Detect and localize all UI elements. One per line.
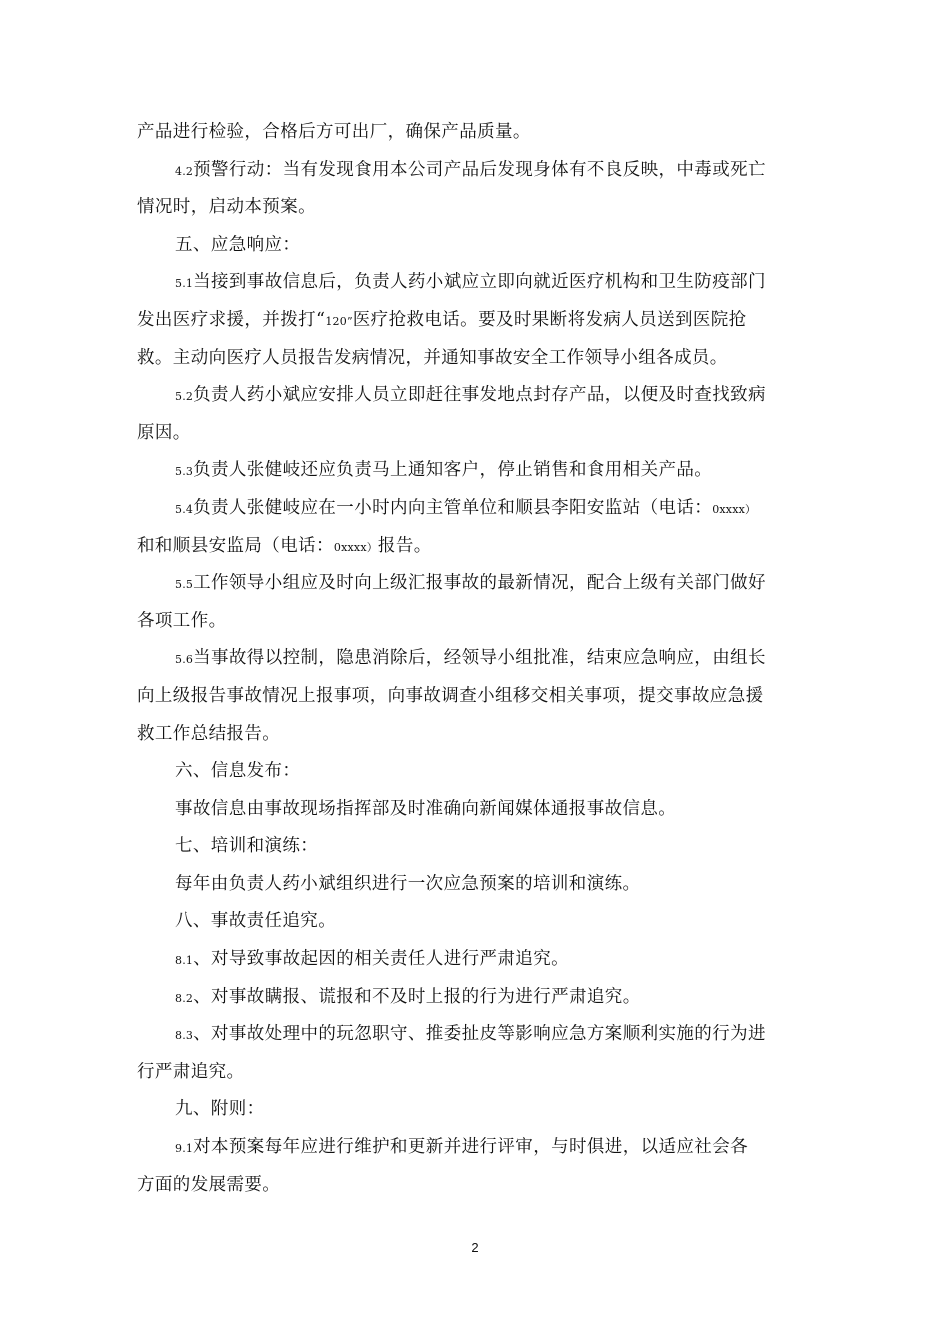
line-text: 产品进行检验，合格后方可出厂，确保产品质量。 [137,122,531,142]
clause-number: 8.3 [175,1029,194,1043]
text-line [137,264,819,302]
text-line [137,302,819,340]
inline-number: 0xxxx） [333,540,378,554]
line-text: 、对导致事故起因的相关责任人进行严肃追究。 [193,949,569,970]
clause-number: 5.5 [175,578,194,592]
line-text: 八、事故责任追究。 [175,911,337,932]
line-text-suffix: 报告。 [377,535,432,556]
text-line [137,866,819,904]
text-line [137,415,819,453]
clause-number: 5.1 [175,277,194,291]
text-line [137,152,819,190]
line-text-suffix: 医疗抢救电话。要及时果断将发病人员送到医院抢 [352,309,747,330]
inline-number: 120” [325,314,353,328]
text-line [137,603,819,641]
line-text: 负责人张健岐应在一小时内向主管单位和顺县李阳安监站（电话： [193,497,713,518]
text-line [137,377,819,415]
line-text: 发出医疗求援，并拨打“ [137,309,326,330]
line-text: 负责人张健岐还应负责马上通知客户，停止销售和食用相关产品。 [193,460,713,481]
line-text: 、对事故瞒报、谎报和不及时上报的行为进行严肃追究。 [193,986,641,1007]
text-line [137,1167,819,1205]
text-line [137,716,819,754]
text-line [137,1091,819,1129]
line-text: 、对事故处理中的玩忽职守、推委扯皮等影响应急方案顺利实施的行为进 [193,1024,766,1045]
text-line [137,1016,819,1054]
line-text: 对本预案每年应进行维护和更新并进行评审，与时俱进，以适应社会各 [193,1137,748,1158]
clause-number: 5.2 [175,390,194,404]
text-line [137,791,819,829]
inline-number: 0xxxx） [712,502,757,516]
text-line [137,490,819,528]
text-line [137,640,819,678]
text-line [137,227,819,265]
text-line [137,340,819,378]
line-text: 原因。 [137,422,191,443]
line-text: 九、附则： [175,1099,265,1120]
text-line [137,941,819,979]
page-number: 2 [471,1240,479,1255]
line-text: 事故信息由事故现场指挥部及时准确向新闻媒体通报事故信息。 [175,798,677,819]
clause-number: 4.2 [175,164,194,178]
line-text: 七、培训和演练： [175,836,319,857]
clause-number: 9.1 [175,1142,194,1156]
text-line [137,979,819,1017]
line-text: 救。主动向医疗人员报告发病情况，并通知事故安全工作领导小组各成员。 [137,347,728,368]
text-line [137,565,819,603]
text-line [137,1054,819,1092]
text-line [137,528,819,566]
clause-number: 5.4 [175,502,194,516]
line-text: 当接到事故信息后，负责人药小斌应立即向就近医疗机构和卫生防疫部门 [193,272,766,293]
line-text: 每年由负责人药小斌组织进行一次应急预案的培训和演练。 [175,873,641,894]
clause-number: 8.2 [175,991,194,1005]
line-text: 负责人药小斌应安排人员立即赶往事发地点封存产品，以便及时查找致病 [193,385,766,406]
clause-number: 8.1 [175,954,194,968]
text-line [137,753,819,791]
text-line [137,114,819,152]
line-text: 预警行动：当有发现食用本公司产品后发现身体有不良反映，中毒或死亡 [193,159,766,180]
text-line [137,452,819,490]
line-text: 救工作总结报告。 [137,723,281,744]
line-text: 方面的发展需要。 [137,1174,281,1195]
text-line [137,1129,819,1167]
text-line [137,828,819,866]
line-text: 工作领导小组应及时向上级汇报事故的最新情况，配合上级有关部门做好 [193,573,766,594]
line-text: 五、应急响应： [175,234,301,255]
text-line [137,903,819,941]
line-text: 向上级报告事故情况上报事项，向事故调查小组移交相关事项，提交事故应急援 [137,685,764,706]
line-text: 各项工作。 [137,610,227,631]
text-line [137,678,819,716]
line-text: 当事故得以控制，隐患消除后，经领导小组批准，结束应急响应，由组长 [193,648,766,669]
clause-number: 5.3 [175,465,194,479]
document-body [137,114,819,1204]
line-text: 和和顺县安监局（电话： [137,535,334,556]
line-text: 六、信息发布： [175,761,301,782]
line-text: 情况时，启动本预案。 [137,197,316,218]
text-line [137,189,819,227]
line-text: 行严肃追究。 [137,1061,245,1082]
clause-number: 5.6 [175,653,194,667]
